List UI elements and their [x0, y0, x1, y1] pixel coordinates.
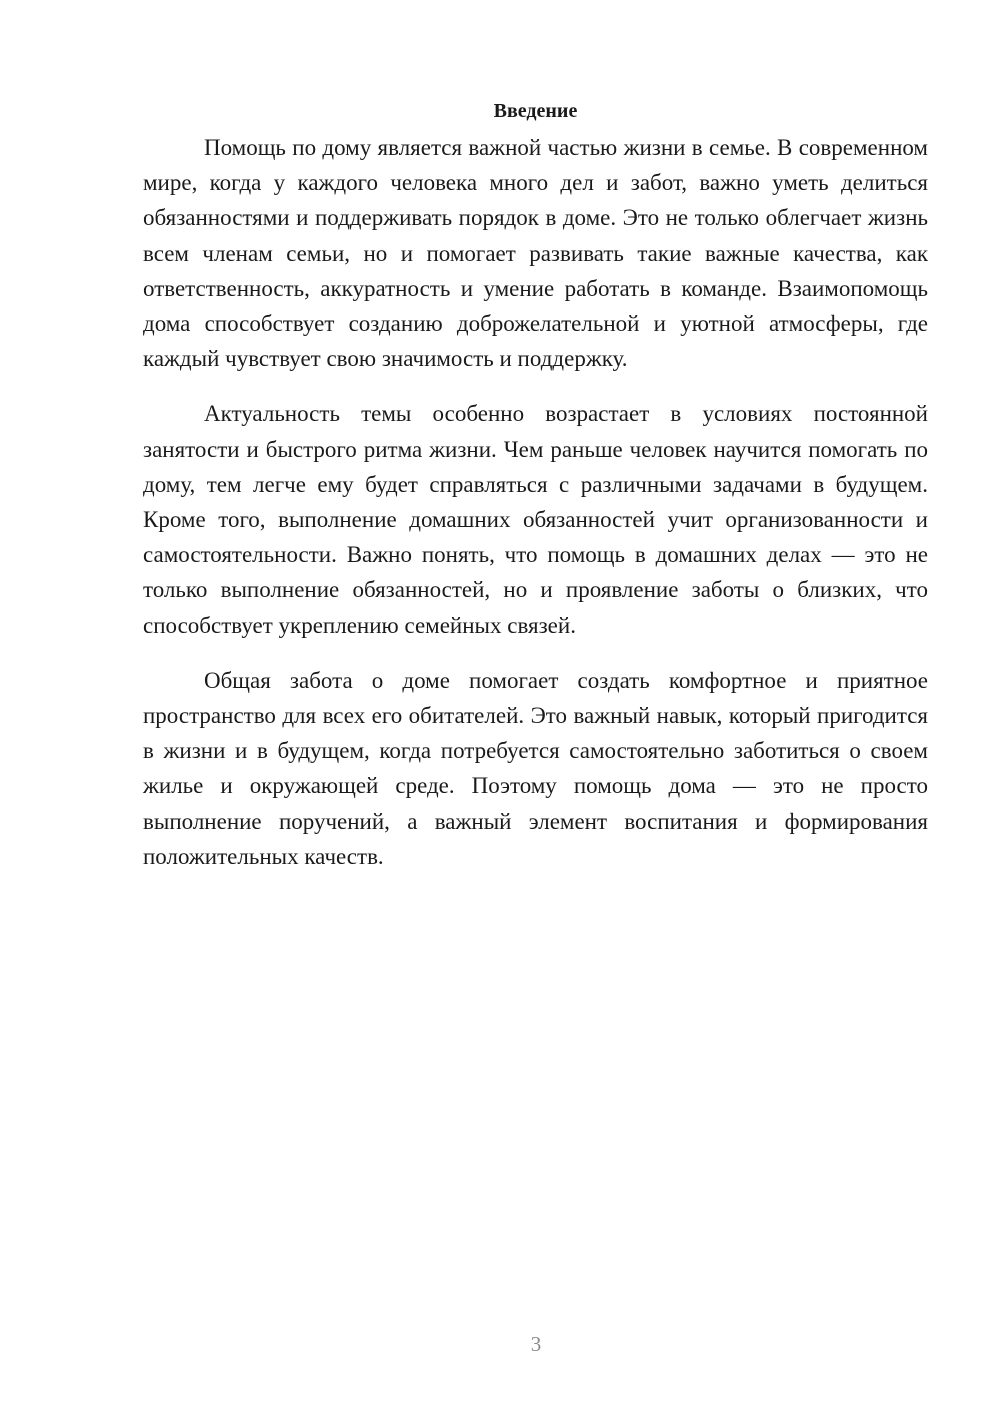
- page-content: [143, 96, 928, 894]
- paragraph-1: Помощь по дому является важной частью жизни в семье. В современном мире, когда у каждого человека много дел и забот, важно уметь делиться обязанностями и поддерживать порядок в доме. Это не только облегчает жизнь всем членам семьи, но и помогает развивать такие важные качества, как ответственность, аккуратность и умение работать в команде. Взаимопомощь дома способствует созданию доброжелательной и уютной атмосферы, где каждый чувствует свою значимость и поддержку.: [143, 135, 928, 372]
- paragraph-3: Общая забота о доме помогает создать комфортное и приятное пространство для всех его обитателей. Это важный навык, который пригодится в жизни и в будущем, когда потребуется самостоятельно заботиться о своем жилье и окружающей среде. Поэтому помощь дома — это не просто выполнение поручений, а важный элемент воспитания и формирования положительных качеств.: [143, 667, 928, 869]
- page-number: 3: [530, 1332, 542, 1356]
- paragraph-2: Актуальность темы особенно возрастает в условиях постоянной занятости и быстрого ритма жизни. Чем раньше человек научится помогать по дому, тем легче ему будет справляться с различными задачами в будущем. Кроме того, выполнение домашних обязанностей учит организованности и самостоятельности. Важно понять, что помощь в домашних делах — это не только выполнение обязанностей, но и проявление заботы о близких, что способствует укреплению семейных связей.: [143, 401, 928, 638]
- section-title: Введение: [493, 100, 578, 122]
